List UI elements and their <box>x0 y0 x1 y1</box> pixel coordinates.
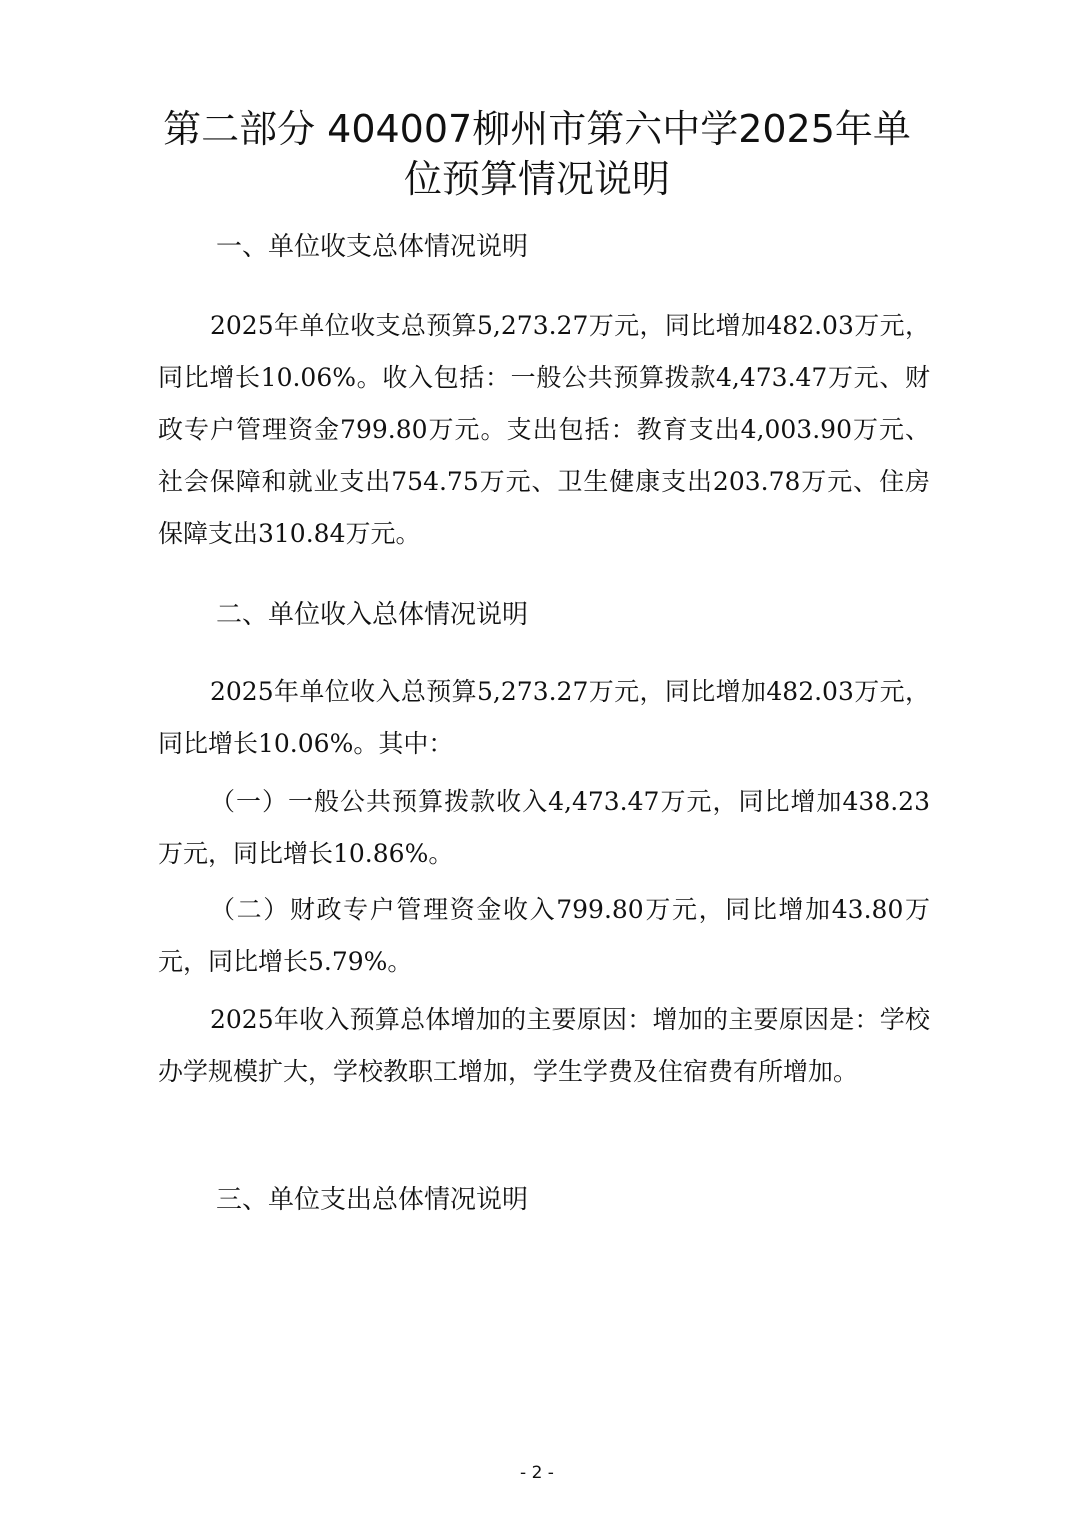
title-line-1: 第二部分 404007柳州市第六中学2025年单 <box>163 107 911 151</box>
section-heading-1: 一、单位收支总体情况说明 <box>216 232 529 262</box>
page-number: - 2 - <box>520 1463 554 1483</box>
paragraph-2-4: 2025年收入预算总体增加的主要原因：增加的主要原因是：学校办学规模扩大，学校教职工增加，学生学费及住宿费有所增加。 <box>158 1005 930 1086</box>
document-title <box>150 104 924 204</box>
section-heading-3: 三、单位支出总体情况说明 <box>216 1185 529 1215</box>
section-heading-2: 二、单位收入总体情况说明 <box>216 600 529 630</box>
title-line-2: 位预算情况说明 <box>403 157 670 201</box>
paragraph-2-2: （一）一般公共预算拨款收入4,473.47万元，同比增加438.23万元，同比增长10.86%。 <box>158 787 930 868</box>
paragraph-1-1: 2025年单位收支总预算5,273.27万元，同比增加482.03万元，同比增长10.06%。收入包括：一般公共预算拨款4,473.47万元、财政专户管理资金799.80万元。支出包括：教育支出4,003.90万元、社会保障和就业支出754.75万元、卫生健康支出203.78万元、住房保障支出310.84万元。 <box>158 311 930 548</box>
paragraph-2-3: （二）财政专户管理资金收入799.80万元，同比增加43.80万元，同比增长5.79%。 <box>158 895 930 976</box>
paragraph-2-1: 2025年单位收入总预算5,273.27万元，同比增加482.03万元，同比增长10.06%。其中： <box>158 677 930 758</box>
